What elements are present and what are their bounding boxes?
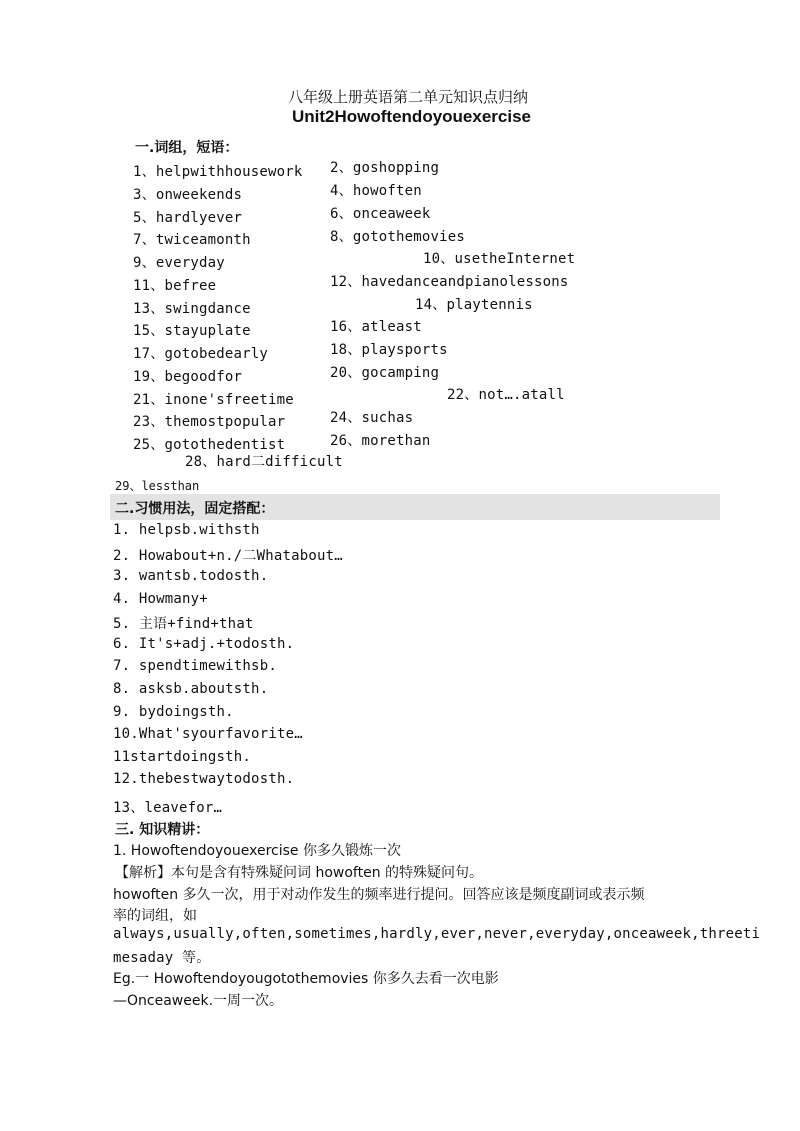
section2-heading: 二.习惯用法，固定搭配： [115,501,275,517]
phrase-item: 7、twiceamonth [133,232,251,248]
usage-item: 6. It's+adj.+todosth. [113,636,295,652]
phrase-item: 17、gotobedearly [133,346,269,362]
explanation-line: 率的词组，如 [113,908,197,924]
usage-item: 10.What'syourfavorite… [113,726,303,742]
explanation-line: 1. Howoftendoyouexercise 你多久锻炼一次 [113,843,401,859]
usage-item: 8. asksb.aboutsth. [113,681,269,697]
phrase-item: 13、swingdance [133,301,251,317]
phrase-item: 18、playsports [330,342,448,358]
phrase-item: 12、havedanceandpianolessons [330,274,569,290]
usage-item: 9. bydoingsth. [113,704,234,720]
usage-item: 5. 主语+find+that [113,616,254,632]
phrase-item: 11、befree [133,278,217,294]
phrase-item: 4、howoften [330,183,422,199]
explanation-line: 【解析】本句是含有特殊疑问词 howoften 的特殊疑问句。 [115,865,484,881]
usage-item: 1. helpsb.withsth [113,522,260,538]
phrase-item: 14、playtennis [415,297,533,313]
usage-item: 11startdoingsth. [113,749,252,765]
phrase-item: 24、suchas [330,410,414,426]
phrase-item: 23、themostpopular [133,414,286,430]
phrase-item: 5、hardlyever [133,210,243,226]
usage-item: 2. Howabout+n./二Whatabout… [113,548,343,564]
phrase-item: 20、gocamping [330,365,440,381]
explanation-line: mesaday 等。 [113,950,211,966]
phrase-item: 19、begoodfor [133,369,243,385]
usage-item: 3. wantsb.todosth. [113,568,269,584]
explanation-line: howoften 多久一次，用于对动作发生的频率进行提问。回答应该是频度副词或表示频 [113,887,645,903]
explanation-line: always,usually,often,sometimes,hardly,ever,never,everyday,onceaweek,threeti [113,926,761,942]
phrase-item: 2、goshopping [330,160,440,176]
phrase-item: 22、not….atall [447,387,565,403]
explanation-line: —Onceaweek.一周一次。 [113,993,284,1009]
phrase-item-28: 28、hard二difficult [185,454,343,470]
document-title-en: Unit2Howoftendoyouexercise [292,107,531,126]
phrase-item: 16、atleast [330,319,422,335]
phrase-item: 9、everyday [133,255,225,271]
explanation-line: Eg.一 Howoftendoyougotothemovies 你多久去看一次电影 [113,971,499,987]
phrase-item: 6、onceaweek [330,206,431,222]
usage-item: 12.thebestwaytodosth. [113,771,295,787]
usage-item: 7. spendtimewithsb. [113,658,277,674]
usage-item: 13、leavefor… [113,800,223,816]
section1-heading: 一.词组，短语： [135,140,239,156]
phrase-item: 15、stayuplate [133,323,251,339]
document-title-cn: 八年级上册英语第二单元知识点归纳 [288,88,529,106]
phrase-item: 26、morethan [330,433,431,449]
phrase-item: 21、inone'sfreetime [133,392,294,408]
section3-heading: 三. 知识精讲： [115,822,210,838]
usage-item: 4. Howmany+ [113,591,208,607]
phrase-item: 10、usetheInternet [423,251,576,267]
phrase-item-29: 29、lessthan [115,479,200,493]
phrase-item: 3、onweekends [133,187,243,203]
phrase-item: 25、gotothedentist [133,437,286,453]
phrase-item: 8、gotothemovies [330,229,466,245]
phrase-item: 1、helpwithhousework [133,164,303,180]
